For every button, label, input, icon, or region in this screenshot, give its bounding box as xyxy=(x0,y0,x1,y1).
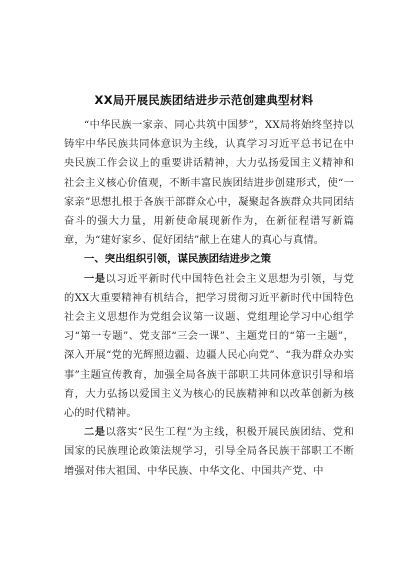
paragraph-2-text: 以落实“民生工程”为主线，积极开展民族团结、党和国家的民族理论政策法规学习，引导全局各民族干部职工不断增强对伟大祖国、中华民族、中华文化、中国共产党、中 xyxy=(64,427,355,477)
paragraph-2-lead: 二是 xyxy=(84,427,106,439)
paragraph-1-lead: 一是 xyxy=(84,273,106,285)
paragraph-1 xyxy=(64,270,354,424)
document-title: XX局开展民族团结进步示范创建典型材料 xyxy=(94,93,314,107)
intro-paragraph: “中华民族一家亲、同心共筑中国梦”，XX局将始终坚持以铸牢中华民族共同体意识为主线，认真学习习近平总书记在中央民族工作会议上的重要讲话精神，大力弘扬爱国主义精神和社会主义核心价值观，不断丰富民族团结进步创建形式，使“一家亲”思想扎根于各族干部群众心中，凝聚起各族群众共同团结奋斗的强大力量，用新使命展现新作为，在新征程谱写新篇章，为“建好家乡、促好团结”献上在建人的真心与真情。 xyxy=(64,120,354,247)
paragraph-2 xyxy=(64,423,354,481)
paragraph-1-text: 以习近平新时代中国特色社会主义思想为引领，与党的XX大重要精神有机结合，把学习贯彻习近平新时代中国特色社会主义思想作为党组会议第一议题、党组理论学习中心组学习“第一专题”、党支部“三会一课”、主题党日的“第一主题”，深入开展“党的光辉照边疆、边疆人民心向党”、“我为群众办实事”主题宣传教育，加强全局各族干部职工共同体意识引导和培育，大力弘扬以爱国主义为核心的民族精神和以改革创新为核心的时代精神。 xyxy=(64,273,354,420)
document-body xyxy=(64,116,354,481)
section-heading: 一、突出组织引领，谋民族团结进步之策 xyxy=(84,253,272,266)
